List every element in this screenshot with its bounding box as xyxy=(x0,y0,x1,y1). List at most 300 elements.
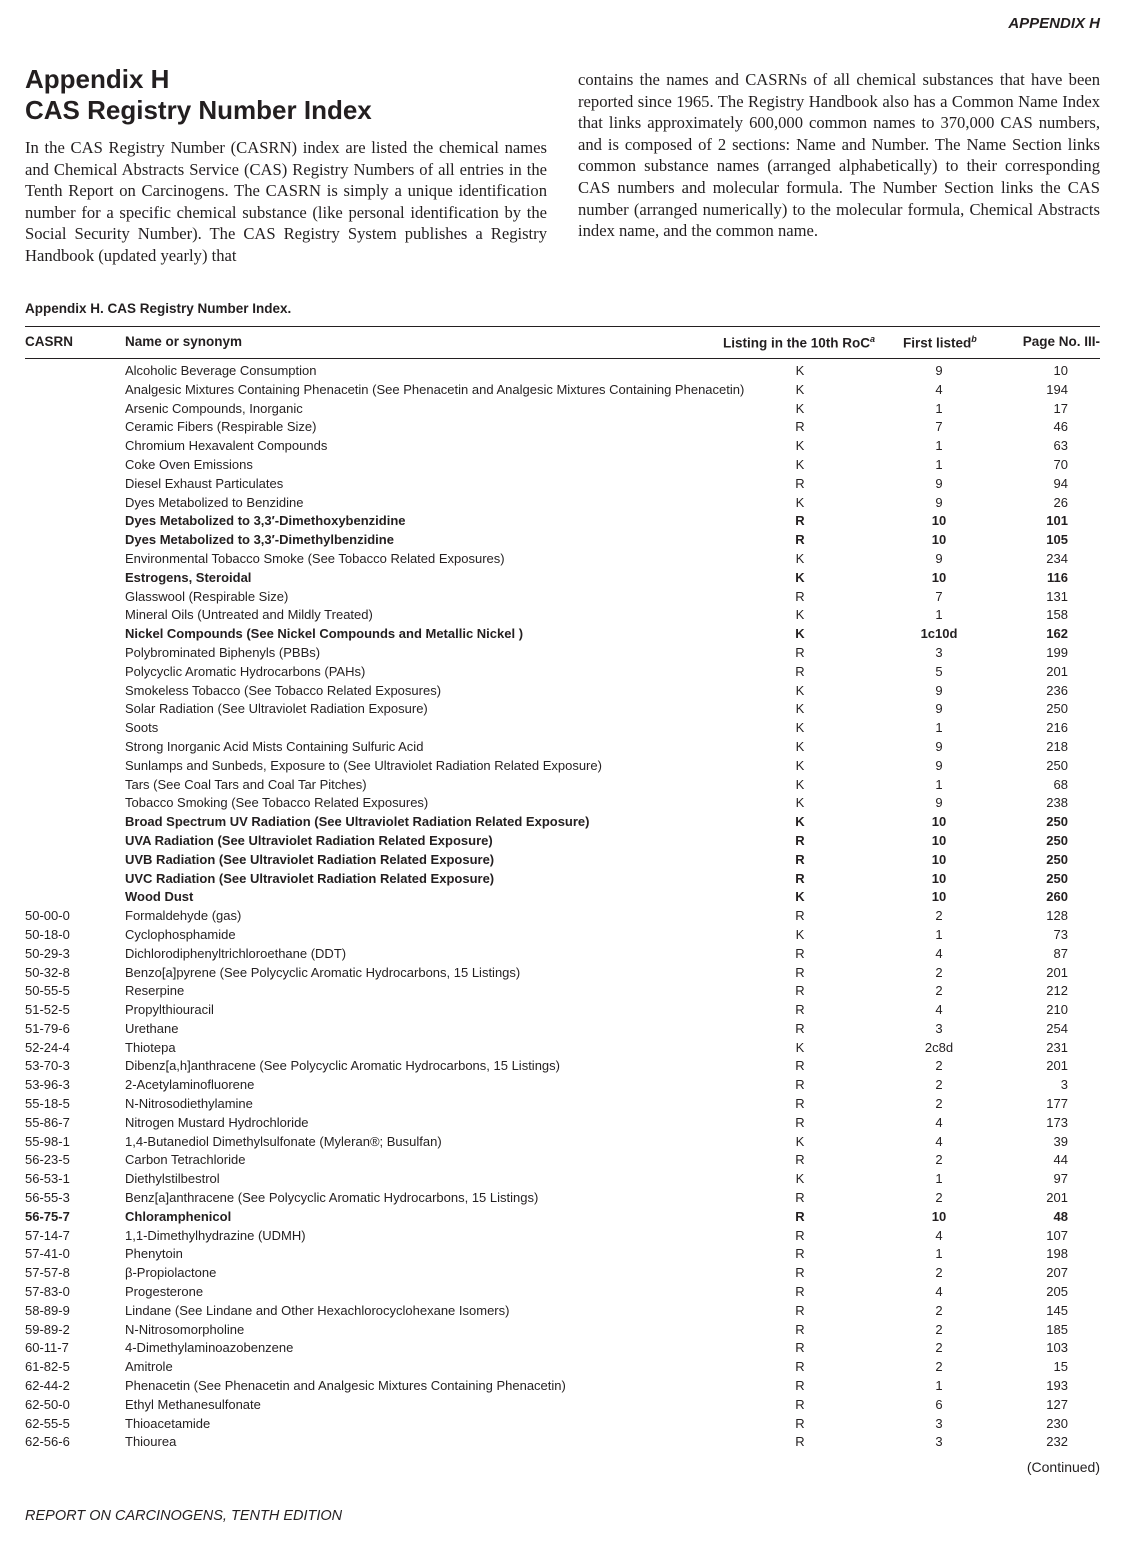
first-listed-cell: 1 xyxy=(935,1246,943,1262)
table-row xyxy=(25,1283,1100,1302)
listing-cell: R xyxy=(795,870,805,886)
column-header-first-listed xyxy=(903,334,977,351)
first-listed-cell: 7 xyxy=(935,419,943,435)
casrn-cell: 50-55-5 xyxy=(25,983,70,999)
name-cell: Strong Inorganic Acid Mists Containing Sulfuric Acid xyxy=(125,738,424,754)
casrn-cell: 50-29-3 xyxy=(25,945,70,961)
page-cell: 216 xyxy=(1046,720,1068,736)
page-cell: 201 xyxy=(1046,663,1068,679)
first-listed-cell: 2 xyxy=(935,1096,943,1112)
name-cell: Environmental Tobacco Smoke (See Tobacco Related Exposures) xyxy=(125,550,505,566)
table-row xyxy=(25,1076,1100,1095)
first-listed-cell: 10 xyxy=(931,851,947,867)
listing-footnote-mark: a xyxy=(870,334,876,344)
page-cell: 131 xyxy=(1046,588,1068,604)
name-cell: Dichlorodiphenyltrichloroethane (DDT) xyxy=(125,945,347,961)
table-row xyxy=(25,531,1100,550)
listing-cell: K xyxy=(795,720,805,736)
table-row xyxy=(25,1208,1100,1227)
listing-cell: R xyxy=(795,1415,805,1431)
name-cell: Smokeless Tobacco (See Tobacco Related Exposures) xyxy=(125,682,442,698)
listing-cell: R xyxy=(795,532,805,548)
table-row xyxy=(25,1415,1100,1434)
casrn-cell: 62-50-0 xyxy=(25,1396,70,1412)
listing-cell: R xyxy=(795,1077,805,1093)
listing-cell: R xyxy=(795,513,805,529)
table-body xyxy=(25,362,1100,1452)
name-cell: Solar Radiation (See Ultraviolet Radiation Exposure) xyxy=(125,701,428,717)
first-listed-cell: 4 xyxy=(935,1002,943,1018)
page-cell: 63 xyxy=(1053,438,1068,454)
page-cell: 107 xyxy=(1046,1227,1068,1243)
first-listed-cell: 2 xyxy=(935,1302,943,1318)
page-cell: 116 xyxy=(1047,569,1068,585)
listing-cell: K xyxy=(795,814,805,830)
first-listed-cell: 1 xyxy=(935,438,943,454)
table-row xyxy=(25,663,1100,682)
table-row xyxy=(25,1020,1100,1039)
table-row xyxy=(25,700,1100,719)
page-cell: 48 xyxy=(1053,1208,1068,1224)
casrn-cell: 51-79-6 xyxy=(25,1020,70,1036)
name-cell: Carbon Tetrachloride xyxy=(125,1152,246,1168)
table-row xyxy=(25,1114,1100,1133)
page-cell: 250 xyxy=(1046,832,1068,848)
first-listed-cell: 1 xyxy=(935,926,943,942)
listing-cell: K xyxy=(795,926,805,942)
name-cell: β-Propiolactone xyxy=(125,1265,217,1281)
page-cell: 230 xyxy=(1046,1415,1068,1431)
casrn-cell: 58-89-9 xyxy=(25,1302,70,1318)
first-listed-cell: 7 xyxy=(935,588,943,604)
listing-cell: R xyxy=(795,1340,805,1356)
page-cell: 231 xyxy=(1046,1039,1068,1055)
intro-paragraph-right: contains the names and CASRNs of all chemical substances that have been reported since 1965. The Registry Handbook also has a Common Name Index that links approximately 600,000 common names to 370,000 CAS numbers, and is composed of 2 sections: Name and Number. The Name Section links common substance names (arranged alphabetically) to their corresponding CAS numbers and molecular formula. The Number Section links the CAS number (arranged numerically) to the molecular formula, Chemical Abstracts index name, and the common name. xyxy=(578,70,1100,241)
column-header-name: Name or synonym xyxy=(125,334,243,349)
listing-cell: R xyxy=(795,908,805,924)
page-cell: 10 xyxy=(1053,363,1068,378)
title-block xyxy=(25,64,547,267)
page-cell: 210 xyxy=(1046,1002,1068,1018)
table-row xyxy=(25,1321,1100,1340)
page-cell: 105 xyxy=(1046,532,1068,548)
page-cell: 158 xyxy=(1046,607,1068,623)
name-cell: UVA Radiation (See Ultraviolet Radiation Related Exposure) xyxy=(125,832,493,848)
name-cell: Polybrominated Biphenyls (PBBs) xyxy=(125,644,321,660)
name-cell: Glasswool (Respirable Size) xyxy=(125,588,289,604)
listing-cell: R xyxy=(795,1302,805,1318)
table-row xyxy=(25,588,1100,607)
listing-cell: K xyxy=(795,1039,805,1055)
table-caption: Appendix H. CAS Registry Number Index. xyxy=(25,301,292,316)
page-cell: 127 xyxy=(1046,1396,1068,1412)
table-row xyxy=(25,1227,1100,1246)
first-listed-cell: 10 xyxy=(931,1208,947,1224)
page-cell: 201 xyxy=(1046,1058,1068,1074)
listing-cell: K xyxy=(795,795,805,811)
table-row xyxy=(25,362,1100,381)
table-row xyxy=(25,1133,1100,1152)
page-cell: 44 xyxy=(1053,1152,1068,1168)
name-cell: Diesel Exhaust Particulates xyxy=(125,475,284,491)
name-cell: Propylthiouracil xyxy=(125,1002,214,1018)
first-listed-cell: 3 xyxy=(935,1415,943,1431)
casrn-cell: 57-83-0 xyxy=(25,1284,70,1300)
page-cell: 232 xyxy=(1046,1434,1068,1450)
casrn-cell: 56-55-3 xyxy=(25,1190,70,1206)
listing-cell: R xyxy=(795,588,805,604)
first-listed-cell: 1 xyxy=(935,1171,943,1187)
page-cell: 212 xyxy=(1046,983,1068,999)
name-cell: Formaldehyde (gas) xyxy=(125,908,242,924)
table-row xyxy=(25,682,1100,701)
name-cell: N-Nitrosodiethylamine xyxy=(125,1096,253,1112)
table-row xyxy=(25,1339,1100,1358)
table-row xyxy=(25,1377,1100,1396)
name-cell: Lindane (See Lindane and Other Hexachlorocyclohexane Isomers) xyxy=(125,1302,510,1318)
first-listed-cell: 2 xyxy=(935,964,943,980)
name-cell: Chloramphenicol xyxy=(125,1208,232,1224)
casrn-cell: 50-32-8 xyxy=(25,964,70,980)
table-row xyxy=(25,926,1100,945)
listing-cell: R xyxy=(795,1096,805,1112)
first-listed-cell: 2 xyxy=(935,1190,943,1206)
listing-cell: K xyxy=(795,550,805,566)
listing-cell: K xyxy=(795,1171,805,1187)
page-cell: 94 xyxy=(1053,475,1068,491)
page-cell: 250 xyxy=(1046,701,1068,717)
casrn-cell: 56-53-1 xyxy=(25,1171,70,1187)
first-listed-label: First listed xyxy=(903,335,972,351)
listing-cell: R xyxy=(795,1152,805,1168)
first-listed-cell: 2 xyxy=(935,1058,943,1074)
listing-cell: K xyxy=(795,889,805,905)
page-cell: 177 xyxy=(1046,1096,1068,1112)
table-row xyxy=(25,776,1100,795)
page-cell: 250 xyxy=(1046,870,1068,886)
page-cell: 250 xyxy=(1046,814,1068,830)
name-cell: Reserpine xyxy=(125,983,185,999)
page-cell: 254 xyxy=(1046,1020,1068,1036)
first-listed-cell: 1 xyxy=(935,400,943,416)
first-listed-cell: 6 xyxy=(935,1396,943,1412)
listing-cell: R xyxy=(795,1208,805,1224)
casrn-cell: 57-14-7 xyxy=(25,1227,70,1243)
name-cell: Dyes Metabolized to 3,3′-Dimethylbenzidine xyxy=(125,532,394,548)
name-cell: Progesterone xyxy=(125,1284,204,1300)
casrn-cell: 56-23-5 xyxy=(25,1152,70,1168)
listing-cell: R xyxy=(795,1321,805,1337)
first-listed-cell: 1c10d xyxy=(920,626,958,642)
page-cell: 207 xyxy=(1046,1265,1068,1281)
table-row xyxy=(25,625,1100,644)
page-cell: 15 xyxy=(1053,1359,1068,1375)
casrn-cell: 53-70-3 xyxy=(25,1058,70,1074)
page-cell: 26 xyxy=(1053,494,1068,510)
listing-cell: R xyxy=(795,1246,805,1262)
name-cell: UVB Radiation (See Ultraviolet Radiation Related Exposure) xyxy=(125,851,495,867)
first-listed-cell: 2 xyxy=(935,1077,943,1093)
name-cell: Mineral Oils (Untreated and Mildly Treated) xyxy=(125,607,373,623)
first-listed-cell: 9 xyxy=(935,738,943,754)
casrn-cell: 53-96-3 xyxy=(25,1077,70,1093)
first-listed-cell: 2 xyxy=(935,1340,943,1356)
casrn-cell: 61-82-5 xyxy=(25,1359,70,1375)
first-listed-cell: 3 xyxy=(935,1020,943,1036)
first-listed-cell: 10 xyxy=(931,513,947,529)
first-listed-cell: 9 xyxy=(935,550,943,566)
table-row xyxy=(25,550,1100,569)
listing-cell: R xyxy=(795,1002,805,1018)
listing-cell: K xyxy=(795,757,805,773)
name-cell: Benzo[a]pyrene (See Polycyclic Aromatic Hydrocarbons, 15 Listings) xyxy=(125,964,521,980)
table-row xyxy=(25,569,1100,588)
table-row xyxy=(25,418,1100,437)
name-cell: 1,1-Dimethylhydrazine (UDMH) xyxy=(125,1227,306,1243)
page-cell: 87 xyxy=(1053,945,1068,961)
table-row xyxy=(25,1001,1100,1020)
name-cell: Chromium Hexavalent Compounds xyxy=(125,438,328,454)
casrn-cell: 55-98-1 xyxy=(25,1133,70,1149)
page-cell: 145 xyxy=(1046,1302,1068,1318)
page-cell: 199 xyxy=(1046,644,1068,660)
page-cell: 238 xyxy=(1046,795,1068,811)
page-cell: 3 xyxy=(1060,1077,1068,1093)
table-row xyxy=(25,888,1100,907)
casrn-cell: 60-11-7 xyxy=(25,1340,69,1356)
name-cell: Benz[a]anthracene (See Polycyclic Aromatic Hydrocarbons, 15 Listings) xyxy=(125,1190,539,1206)
first-listed-cell: 2 xyxy=(935,1321,943,1337)
intro-column-right xyxy=(578,69,1100,242)
first-listed-footnote-mark: b xyxy=(971,334,977,344)
page-cell: 128 xyxy=(1046,908,1068,924)
listing-cell: K xyxy=(795,363,805,378)
listing-cell: R xyxy=(795,1359,805,1375)
page-cell: 260 xyxy=(1046,889,1068,905)
page-cell: 68 xyxy=(1053,776,1068,792)
table-row xyxy=(25,1264,1100,1283)
page-cell: 73 xyxy=(1053,926,1068,942)
name-cell: N-Nitrosomorpholine xyxy=(125,1321,245,1337)
table-row xyxy=(25,1302,1100,1321)
listing-cell: K xyxy=(795,1133,805,1149)
first-listed-cell: 3 xyxy=(935,1434,943,1450)
first-listed-cell: 1 xyxy=(935,1378,943,1394)
name-cell: Phenytoin xyxy=(125,1246,183,1262)
table-row xyxy=(25,851,1100,870)
table-row xyxy=(25,644,1100,663)
name-cell: Thiotepa xyxy=(125,1039,176,1055)
first-listed-cell: 4 xyxy=(935,1227,943,1243)
listing-cell: K xyxy=(795,776,805,792)
first-listed-cell: 10 xyxy=(931,814,947,830)
listing-cell: R xyxy=(795,419,805,435)
casrn-cell: 51-52-5 xyxy=(25,1002,70,1018)
table-row xyxy=(25,757,1100,776)
first-listed-cell: 9 xyxy=(935,701,943,717)
name-cell: Wood Dust xyxy=(125,889,194,905)
listing-cell: K xyxy=(795,626,805,642)
table-row xyxy=(25,1358,1100,1377)
name-cell: Nickel Compounds (See Nickel Compounds and Metallic Nickel ) xyxy=(125,626,524,642)
page-cell: 236 xyxy=(1046,682,1068,698)
first-listed-cell: 2 xyxy=(935,1265,943,1281)
casrn-cell: 57-57-8 xyxy=(25,1265,70,1281)
first-listed-cell: 9 xyxy=(935,494,943,510)
page-cell: 101 xyxy=(1046,513,1068,529)
name-cell: Tobacco Smoking (See Tobacco Related Exposures) xyxy=(125,795,429,811)
first-listed-cell: 3 xyxy=(935,644,943,660)
table-row xyxy=(25,870,1100,889)
page-cell: 185 xyxy=(1046,1321,1068,1337)
listing-cell: R xyxy=(795,832,805,848)
name-cell: Amitrole xyxy=(125,1359,173,1375)
table-row xyxy=(25,1057,1100,1076)
first-listed-cell: 10 xyxy=(931,532,947,548)
name-cell: Phenacetin (See Phenacetin and Analgesic Mixtures Containing Phenacetin) xyxy=(125,1378,566,1394)
table-row xyxy=(25,964,1100,983)
listing-cell: R xyxy=(795,1227,805,1243)
first-listed-cell: 9 xyxy=(935,363,943,378)
appendix-title: Appendix H xyxy=(25,64,170,94)
page-cell: 201 xyxy=(1046,964,1068,980)
name-cell: Nitrogen Mustard Hydrochloride xyxy=(125,1114,309,1130)
column-header-casrn: CASRN xyxy=(25,334,74,349)
first-listed-cell: 5 xyxy=(935,663,943,679)
table-row xyxy=(25,945,1100,964)
listing-cell: K xyxy=(795,494,805,510)
casrn-cell: 62-55-5 xyxy=(25,1415,70,1431)
listing-cell: K xyxy=(795,400,805,416)
intro-paragraph-left: In the CAS Registry Number (CASRN) index are listed the chemical names and Chemical Abstracts Service (CAS) Registry Numbers of all entries in the Tenth Report on Carcinogens. The CASRN is simply a unique identification number for a specific chemical substance (like personal identification by the Social Security Number). The CAS Registry System publishes a Registry Handbook (updated yearly) that xyxy=(25,138,547,265)
table-row xyxy=(25,719,1100,738)
first-listed-cell: 2 xyxy=(935,908,943,924)
listing-cell: R xyxy=(795,1378,805,1394)
name-cell: 2-Acetylaminofluorene xyxy=(125,1077,255,1093)
listing-cell: K xyxy=(795,701,805,717)
page-cell: 173 xyxy=(1046,1114,1068,1130)
table-row xyxy=(25,1433,1100,1452)
page-cell: 162 xyxy=(1046,626,1068,642)
listing-cell: R xyxy=(795,1020,805,1036)
casrn-cell: 55-18-5 xyxy=(25,1096,70,1112)
table-row xyxy=(25,1396,1100,1415)
table-row xyxy=(25,400,1100,419)
casrn-cell: 59-89-2 xyxy=(25,1321,70,1337)
name-cell: Thiourea xyxy=(125,1434,177,1450)
name-cell: Broad Spectrum UV Radiation (See Ultraviolet Radiation Related Exposure) xyxy=(125,814,590,830)
page-cell: 201 xyxy=(1046,1190,1068,1206)
listing-cell: R xyxy=(795,945,805,961)
name-cell: Tars (See Coal Tars and Coal Tar Pitches) xyxy=(125,776,367,792)
name-cell: 4-Dimethylaminoazobenzene xyxy=(125,1340,294,1356)
listing-cell: R xyxy=(795,1396,805,1412)
listing-cell: R xyxy=(795,851,805,867)
table-row xyxy=(25,606,1100,625)
first-listed-cell: 1 xyxy=(935,720,943,736)
casrn-cell: 55-86-7 xyxy=(25,1114,70,1130)
first-listed-cell: 1 xyxy=(935,776,943,792)
name-cell: Dibenz[a,h]anthracene (See Polycyclic Aromatic Hydrocarbons, 15 Listings) xyxy=(125,1058,560,1074)
column-header-listing xyxy=(723,334,875,351)
table-row xyxy=(25,456,1100,475)
first-listed-cell: 4 xyxy=(935,1284,943,1300)
casrn-cell: 56-75-7 xyxy=(25,1208,70,1224)
table-row xyxy=(25,1151,1100,1170)
page-cell: 97 xyxy=(1053,1171,1068,1187)
listing-cell: K xyxy=(795,456,805,472)
name-cell: Analgesic Mixtures Containing Phenacetin (See Phenacetin and Analgesic Mixtures Containing Phenacetin) xyxy=(125,381,745,397)
name-cell: Polycyclic Aromatic Hydrocarbons (PAHs) xyxy=(125,663,366,679)
casrn-cell: 52-24-4 xyxy=(25,1039,70,1055)
table-row xyxy=(25,1039,1100,1058)
table-row xyxy=(25,982,1100,1001)
listing-cell: R xyxy=(795,475,805,491)
name-cell: 1,4-Butanediol Dimethylsulfonate (Myleran®; Busulfan) xyxy=(125,1133,442,1149)
table-row xyxy=(25,475,1100,494)
table-row xyxy=(25,494,1100,513)
listing-cell: K xyxy=(795,438,805,454)
listing-cell: R xyxy=(795,663,805,679)
table-row xyxy=(25,794,1100,813)
name-cell: Alcoholic Beverage Consumption xyxy=(125,363,317,378)
table-row xyxy=(25,1189,1100,1208)
table-row xyxy=(25,1095,1100,1114)
casrn-cell: 50-00-0 xyxy=(25,908,70,924)
page-cell: 103 xyxy=(1046,1340,1068,1356)
first-listed-cell: 2 xyxy=(935,1152,943,1168)
name-cell: Dyes Metabolized to 3,3′-Dimethoxybenzidine xyxy=(125,513,406,529)
first-listed-cell: 9 xyxy=(935,682,943,698)
page-cell: 250 xyxy=(1046,757,1068,773)
first-listed-cell: 2c8d xyxy=(924,1039,954,1055)
first-listed-cell: 4 xyxy=(935,381,943,397)
running-header: APPENDIX H xyxy=(1008,15,1100,32)
table-row xyxy=(25,381,1100,400)
listing-cell: R xyxy=(795,1114,805,1130)
page-cell: 70 xyxy=(1053,456,1068,472)
listing-cell: R xyxy=(795,1058,805,1074)
name-cell: Urethane xyxy=(125,1020,179,1036)
name-cell: Sunlamps and Sunbeds, Exposure to (See Ultraviolet Radiation Related Exposure) xyxy=(125,757,602,773)
listing-cell: R xyxy=(795,964,805,980)
first-listed-cell: 10 xyxy=(931,889,947,905)
listing-cell: R xyxy=(795,1265,805,1281)
name-cell: Estrogens, Steroidal xyxy=(125,569,252,585)
table-row xyxy=(25,1170,1100,1189)
listing-cell: K xyxy=(795,381,805,397)
listing-cell: K xyxy=(795,682,805,698)
listing-cell: R xyxy=(795,983,805,999)
page-footer: REPORT ON CARCINOGENS, TENTH EDITION xyxy=(25,1508,343,1524)
table-header-rule xyxy=(25,358,1100,359)
continued-note: (Continued) xyxy=(1026,1459,1100,1475)
table-row xyxy=(25,832,1100,851)
column-header-page: Page No. III- xyxy=(1022,334,1100,349)
first-listed-cell: 1 xyxy=(935,456,943,472)
first-listed-cell: 2 xyxy=(935,983,943,999)
table-row xyxy=(25,512,1100,531)
casrn-cell: 57-41-0 xyxy=(25,1246,70,1262)
page-cell: 250 xyxy=(1046,851,1068,867)
casrn-cell: 62-44-2 xyxy=(25,1378,70,1394)
page-cell: 198 xyxy=(1046,1246,1068,1262)
listing-cell: R xyxy=(795,644,805,660)
page-cell: 218 xyxy=(1046,738,1068,754)
table-row xyxy=(25,1245,1100,1264)
listing-cell: K xyxy=(795,607,805,623)
name-cell: Dyes Metabolized to Benzidine xyxy=(125,494,304,510)
